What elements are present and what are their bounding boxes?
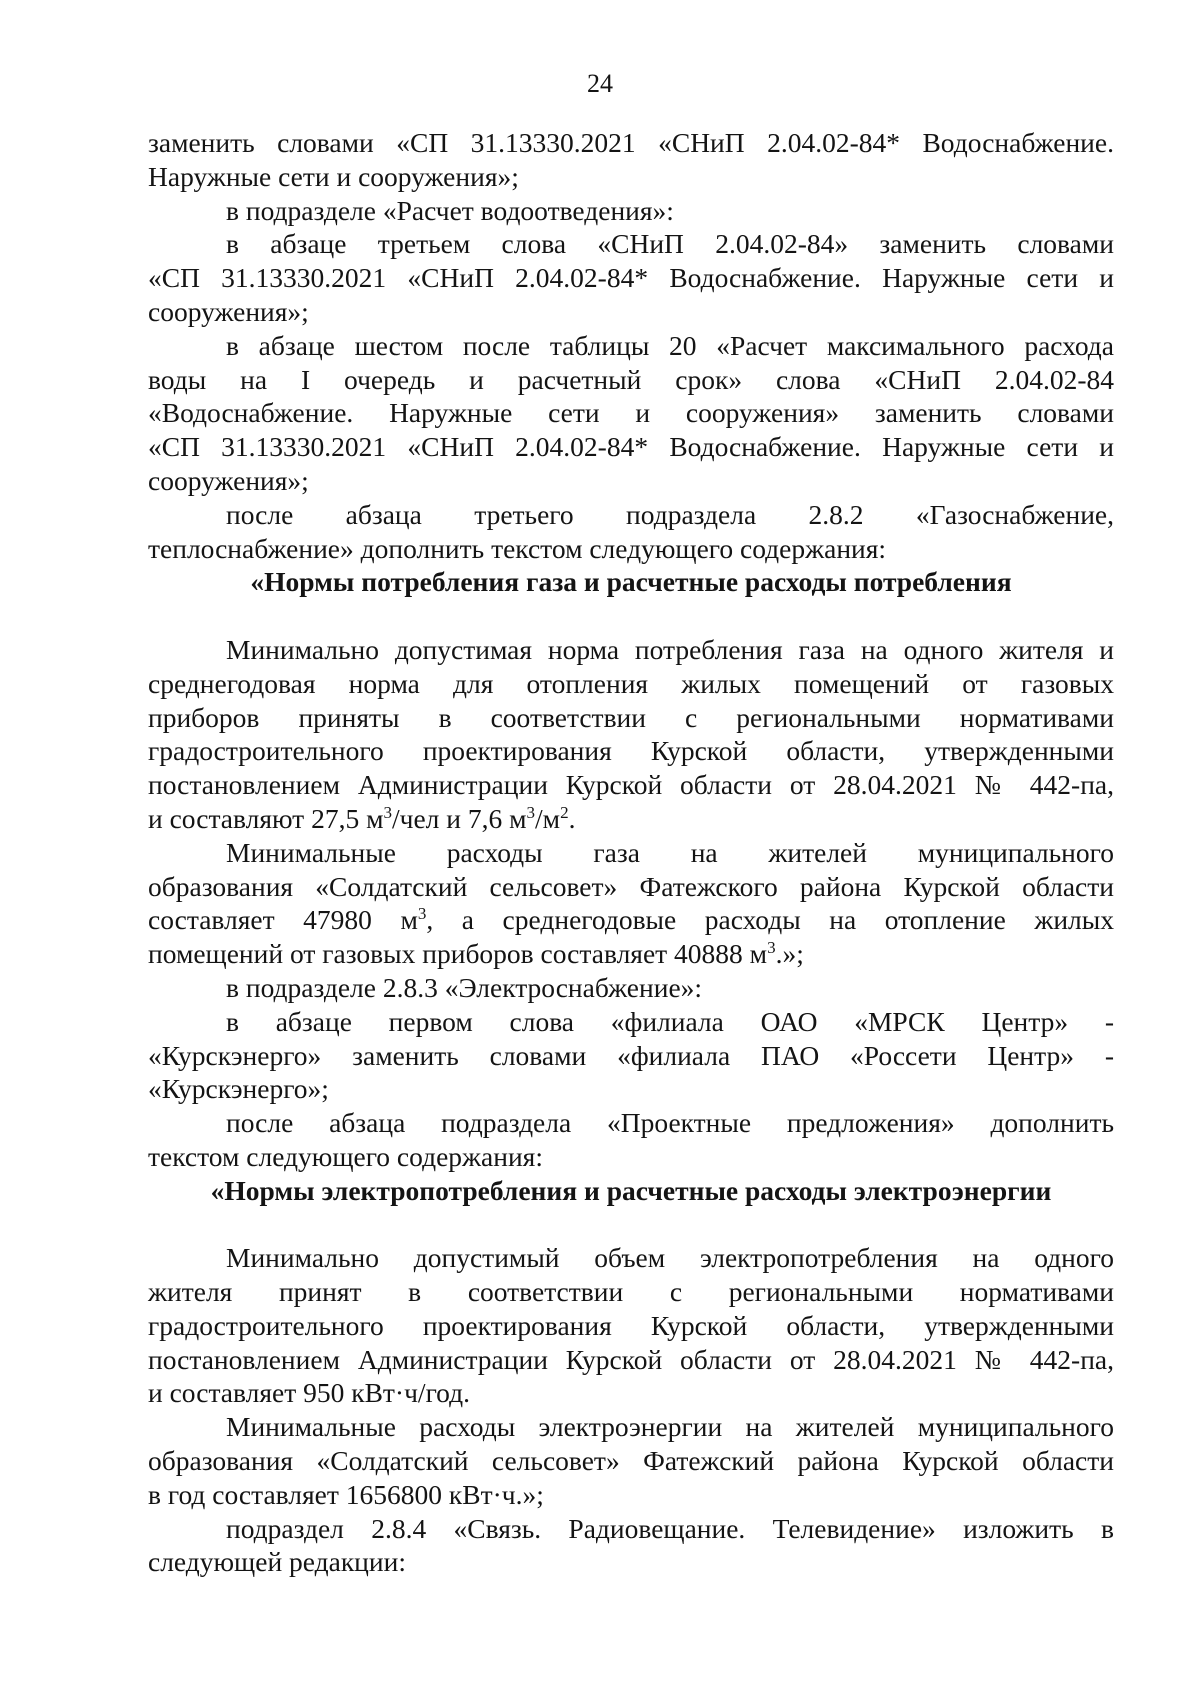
text-line: в абзаце шестом после таблицы 20 «Расчет максимального расхода [226,329,1114,361]
superscript: 3 [526,802,536,822]
text-line: и составляет 950 кВт·ч/год. [148,1377,470,1409]
text-line: «СП 31.13330.2021 «СНиП 2.04.02-84* Водоснабжение. Наружные сети и [148,262,1114,294]
text-run: /чел и 7,6 м [391,802,527,834]
text-line: сооружения»; [148,295,309,327]
text-line: после абзаца третьего подраздела 2.8.2 «Газоснабжение, [226,498,1114,530]
blank-line [148,599,1114,633]
text-line: приборов приняты в соответствии с региональными нормативами [148,701,1114,733]
text-line: «Курскэнерго»; [148,1073,329,1105]
superscript: 3 [767,937,776,957]
text-line: Минимальные расходы газа на жителей муниципального [226,836,1114,868]
text-line: «Курскэнерго» заменить словами «филиала ПАО «Россети Центр» - [148,1039,1114,1071]
section-heading-gas: «Нормы потребления газа и расчетные расходы потребления [250,566,1012,598]
text-run: .»; [775,938,804,970]
text-line: после абзаца подраздела «Проектные предложения» дополнить [226,1107,1114,1139]
text-line: «Водоснабжение. Наружные сети и сооружения» заменить словами [148,397,1114,429]
text-line: градостроительного проектирования Курской области, утвержденными [148,735,1114,767]
text-line: в абзаце первом слова «филиала ОАО «МРСК Центр» - [226,1005,1114,1037]
text-run: составляет 47980 м [148,904,418,936]
text-line: образования «Солдатский сельсовет» Фатежский района Курской области [148,1445,1114,1477]
blank-line [148,1208,1114,1242]
text-line: в год составляет 1656800 кВт·ч.»; [148,1478,544,1510]
text-line: в подразделе «Расчет водоотведения»: [226,194,674,226]
text-line-gas-consumption [148,903,1114,937]
text-line: текстом следующего содержания: [148,1140,543,1172]
text-run: /м [535,802,561,834]
text-run: и составляют 27,5 м [148,802,384,834]
text-line-gas-norms [148,802,1114,836]
text-line: среднегодовая норма для отопления жилых помещений от газовых [148,667,1114,699]
text-line: «СП 31.13330.2021 «СНиП 2.04.02-84* Водоснабжение. Наружные сети и [148,431,1114,463]
text-line: Наружные сети и сооружения»; [148,160,519,192]
text-line: заменить словами «СП 31.13330.2021 «СНиП 2.04.02-84* Водоснабжение. [148,127,1114,158]
text-run: помещений от газовых приборов составляет 40888 м [148,938,768,970]
text-line: жителя принят в соответствии с региональными нормативами [148,1276,1114,1308]
superscript: 3 [417,904,427,924]
text-run: . [568,802,576,834]
text-run: , а среднегодовые расходы на отопление жилых [426,904,1114,936]
text-line: Минимальные расходы электроэнергии на жителей муниципального [226,1411,1114,1443]
page-number: 24 [587,69,613,98]
superscript: 3 [383,802,392,822]
text-line: образования «Солдатский сельсовет» Фатежского района Курской области [148,870,1114,902]
text-line: градостроительного проектирования Курской области, утвержденными [148,1309,1114,1341]
text-line: Минимально допустимая норма потребления газа на одного жителя и [226,633,1114,665]
text-line: в абзаце третьем слова «СНиП 2.04.02-84» заменить словами [226,228,1114,260]
text-line: Минимально допустимый объем электропотребления на одного [226,1242,1114,1274]
document-body [148,126,1114,1579]
text-line: воды на I очередь и расчетный срок» слова «СНиП 2.04.02-84 [148,363,1114,395]
text-line: теплоснабжение» дополнить текстом следующего содержания: [148,532,887,564]
text-line-heating-consumption [148,937,1114,971]
superscript: 2 [560,802,569,822]
text-line: в подразделе 2.8.3 «Электроснабжение»: [226,971,703,1003]
text-line: подраздел 2.8.4 «Связь. Радиовещание. Телевидение» изложить в [226,1512,1114,1544]
text-line: постановлением Администрации Курской области от 28.04.2021 № 442-па, [148,1343,1114,1375]
section-heading-electricity: «Нормы электропотребления и расчетные расходы электроэнергии [210,1174,1052,1206]
text-line: постановлением Администрации Курской области от 28.04.2021 № 442-па, [148,769,1114,801]
text-line: сооружения»; [148,464,309,496]
text-line: следующей редакции: [148,1546,406,1578]
